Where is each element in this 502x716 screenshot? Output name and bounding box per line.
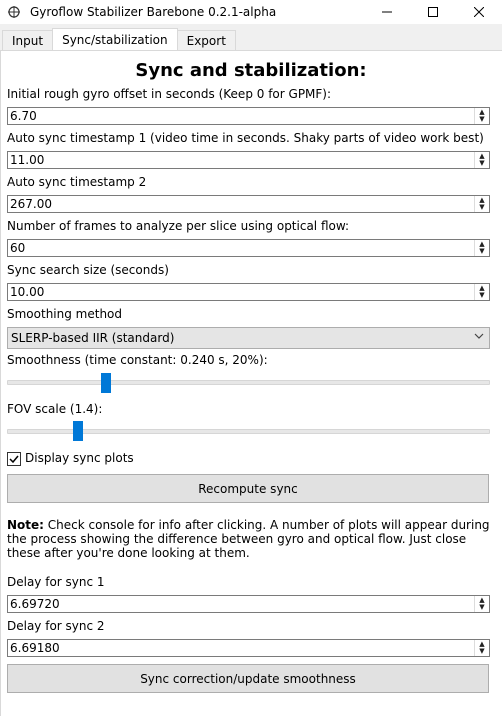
tab-sync-stabilization[interactable]: Sync/stabilization	[52, 28, 178, 50]
fov-scale-slider-thumb[interactable]	[73, 421, 83, 441]
delay-sync2-label: Delay for sync 2	[7, 619, 105, 633]
search-size-label: Sync search size (seconds)	[7, 263, 169, 277]
spinner-arrows-icon[interactable]: ▲ ▼	[474, 108, 489, 124]
delay-sync2-field[interactable]	[7, 639, 490, 657]
maximize-button[interactable]	[410, 0, 456, 24]
delay-sync2-value: 6.69180	[10, 641, 60, 655]
window-title: Gyroflow Stabilizer Barebone 0.2.1-alpha	[30, 5, 277, 19]
sync1-field[interactable]	[7, 151, 490, 169]
note-body: Check console for info after clicking. A number of plots will appear during the process showing the difference between gyro and optical flow. Just close these after you're done looking at them.	[7, 518, 490, 560]
tab-bar	[0, 29, 235, 50]
checkmark-icon	[9, 454, 19, 464]
smoothness-slider-thumb[interactable]	[101, 373, 111, 393]
smoothing-method-select[interactable]	[7, 327, 490, 349]
close-icon	[474, 7, 484, 17]
smoothness-slider[interactable]	[7, 380, 490, 385]
sync2-value: 267.00	[10, 197, 52, 211]
spinner-arrows-icon[interactable]: ▲ ▼	[474, 152, 489, 168]
spinner-arrows-icon[interactable]: ▲ ▼	[474, 284, 489, 300]
close-button[interactable]	[456, 0, 502, 24]
tab-export[interactable]: Export	[177, 30, 236, 50]
delay-sync1-label: Delay for sync 1	[7, 575, 105, 589]
sync2-label: Auto sync timestamp 2	[7, 175, 147, 189]
note-text	[7, 518, 492, 560]
page-heading: Sync and stabilization:	[135, 60, 367, 81]
delay-sync1-value: 6.69720	[10, 597, 60, 611]
display-sync-plots-label: Display sync plots	[25, 451, 134, 465]
tab-input[interactable]: Input	[2, 30, 53, 50]
spinner-arrows-icon[interactable]: ▲ ▼	[474, 196, 489, 212]
spinner-arrows-icon[interactable]: ▲ ▼	[474, 596, 489, 612]
spinner-arrows-icon[interactable]: ▲ ▼	[474, 240, 489, 256]
minimize-icon	[382, 7, 392, 17]
recompute-sync-button[interactable]: Recompute sync	[7, 474, 489, 503]
title-bar	[0, 0, 502, 24]
note-bold: Note:	[7, 518, 44, 532]
frames-value: 60	[10, 241, 26, 255]
frames-field[interactable]	[7, 239, 490, 257]
sync1-value: 11.00	[10, 153, 45, 167]
smoothing-method-value: SLERP-based IIR (standard)	[11, 331, 175, 345]
spinner-arrows-icon[interactable]: ▲ ▼	[474, 640, 489, 656]
gyro-offset-label: Initial rough gyro offset in seconds (Keep 0 for GPMF):	[7, 87, 332, 101]
maximize-icon	[428, 7, 438, 17]
delay-sync1-field[interactable]	[7, 595, 490, 613]
gyro-offset-value: 6.70	[10, 109, 37, 123]
minimize-button[interactable]	[364, 0, 410, 24]
display-sync-plots-checkbox[interactable]	[7, 452, 21, 466]
sync1-label: Auto sync timestamp 1 (video time in seconds. Shaky parts of video work best)	[7, 131, 484, 145]
chevron-down-icon	[474, 331, 484, 344]
smoothing-method-label: Smoothing method	[7, 307, 123, 321]
gyro-offset-field[interactable]	[7, 107, 490, 125]
fov-scale-label: FOV scale (1.4):	[7, 402, 103, 416]
search-size-field[interactable]	[7, 283, 490, 301]
frames-label: Number of frames to analyze per slice using optical flow:	[7, 219, 350, 233]
search-size-value: 10.00	[10, 285, 45, 299]
sync2-field[interactable]	[7, 195, 490, 213]
app-icon	[6, 4, 22, 20]
smoothness-label: Smoothness (time constant: 0.240 s, 20%):	[7, 353, 268, 367]
sync-correction-button[interactable]: Sync correction/update smoothness	[7, 664, 489, 693]
